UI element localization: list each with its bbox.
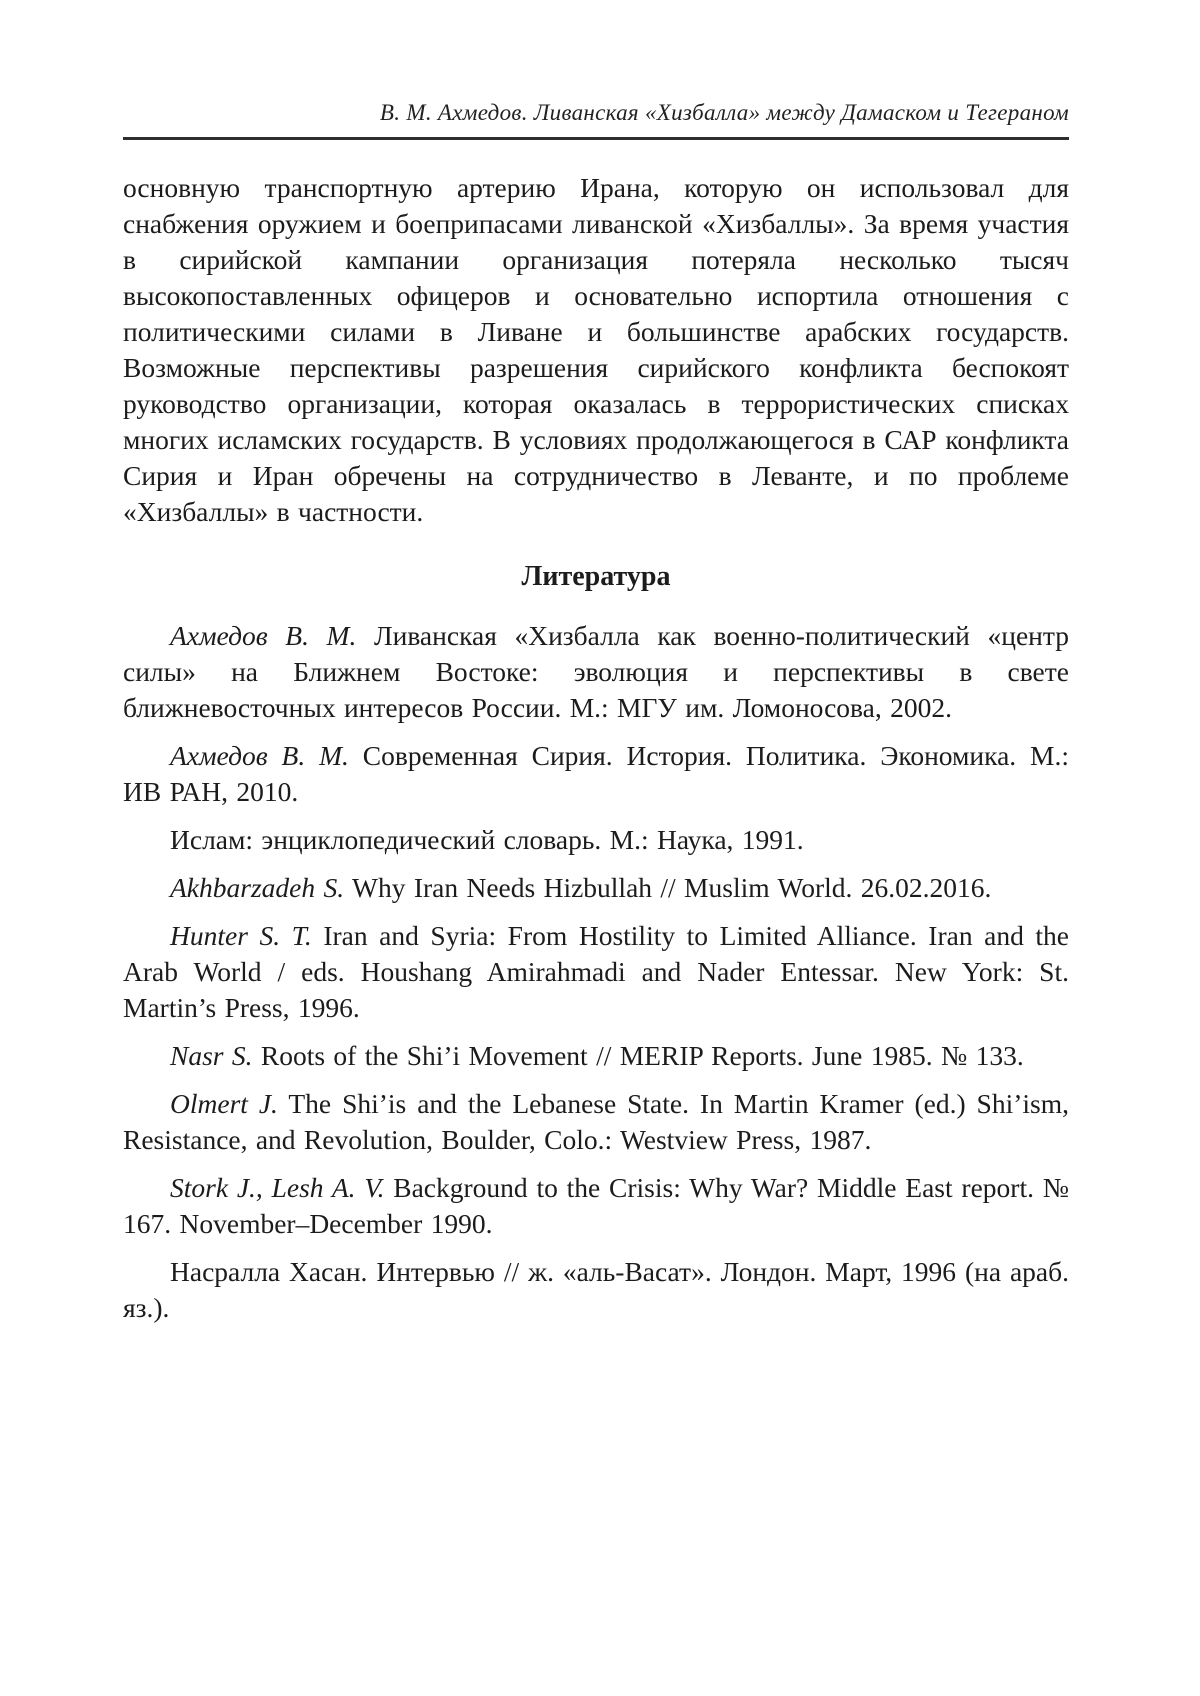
reference-item xyxy=(123,1170,1069,1242)
reference-text: Ислам: энциклопедический словарь. М.: Наука, 1991. xyxy=(170,824,804,855)
reference-authors: Akhbarzadeh S. xyxy=(170,872,345,903)
reference-item xyxy=(123,918,1069,1026)
reference-item xyxy=(123,822,1069,858)
body-paragraph: основную транспортную артерию Ирана, которую он использовал для снабжения оружием и боеприпасами ливанской «Хизбаллы». За время участия в сирийской кампании организация потеряла несколько тысяч высокопоставленных офицеров и основательно испортила отношения с политическими силами в Ливане и большинстве арабских государств. Возможные перспективы разрешения сирийского конфликта беспокоят руководство организации, которая оказалась в террористических списках многих исламских государств. В условиях продолжающегося в САР конфликта Сирия и Иран обречены на сотрудничество в Леванте, и по проблеме «Хизбаллы» в частности. xyxy=(123,172,1069,527)
reference-item xyxy=(123,1038,1069,1074)
header-rule xyxy=(123,137,1069,140)
reference-authors: Stork J., Lesh A. V. xyxy=(170,1172,385,1203)
reference-authors: Olmert J. xyxy=(170,1088,278,1119)
reference-item xyxy=(123,738,1069,810)
text-block xyxy=(123,0,1069,1326)
reference-authors: Ахмедов В. М. xyxy=(170,740,349,771)
reference-item xyxy=(123,618,1069,726)
reference-text: Ливанская «Хизбалла как военно-политический «центр силы» на Ближнем Востоке: эволюция и перспективы в свете ближневосточных интересов России. М.: МГУ им. Ломоносова, 2002. xyxy=(123,620,1069,723)
reference-text: Iran and Syria: From Hostility to Limited Alliance. Iran and the Arab World / eds. Houshang Amirahmadi and Nader Entessar. New York: St. Martin’s Press, 1996. xyxy=(123,920,1069,1023)
reference-text: Background to the Crisis: Why War? Middle East report. № 167. November–December 1990. xyxy=(123,1172,1069,1239)
reference-item xyxy=(123,1254,1069,1326)
reference-text: The Shi’is and the Lebanese State. In Martin Kramer (ed.) Shi’ism, Resistance, and Revolution, Boulder, Colo.: Westview Press, 1987. xyxy=(123,1088,1069,1155)
reference-authors: Ахмедов В. М. xyxy=(170,620,357,651)
reference-text: Насралла Хасан. Интервью // ж. «аль-Васат». Лондон. Март, 1996 (на араб. яз.). xyxy=(123,1256,1069,1323)
reference-item xyxy=(123,1086,1069,1158)
reference-text: Современная Сирия. История. Политика. Экономика. М.: ИВ РАН, 2010. xyxy=(123,740,1070,807)
reference-authors: Hunter S. T. xyxy=(170,920,312,951)
reference-text: Why Iran Needs Hizbullah // Muslim World. 26.02.2016. xyxy=(344,872,992,903)
running-header: В. М. Ахмедов. Ливанская «Хизбалла» между Дамаском и Тегераном xyxy=(379,100,1069,125)
section-heading-literature: Литература xyxy=(521,561,671,592)
reference-item xyxy=(123,870,1069,906)
reference-authors: Nasr S. xyxy=(170,1040,253,1071)
reference-text: Roots of the Shi’i Movement // MERIP Reports. June 1985. № 133. xyxy=(252,1040,1024,1071)
